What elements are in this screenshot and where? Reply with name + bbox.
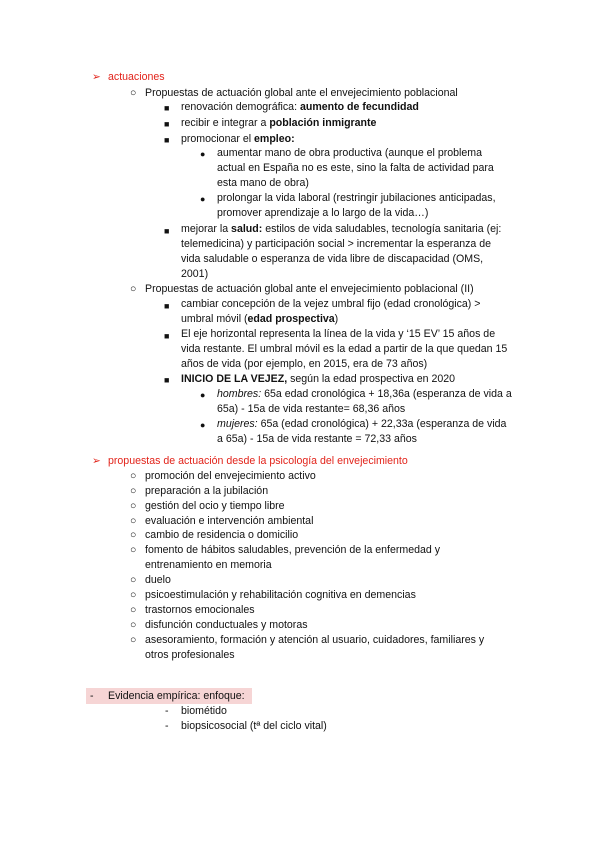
list-item: gestión del ocio y tiempo libre [145, 500, 285, 512]
list-item: disfunción conductuales y motoras [145, 619, 308, 631]
item-salud-line4: 2001) [181, 268, 209, 280]
circle-bullet-icon: ○ [130, 529, 137, 541]
item-eje-line3: años de vida (por ejemplo, en 2015, era de 73 años) [181, 358, 428, 370]
circle-bullet-icon: ○ [130, 634, 137, 646]
list-item: evaluación e intervención ambiental [145, 515, 314, 527]
list-item: promoción del envejecimiento activo [145, 470, 316, 482]
item-umbral-line2: umbral móvil (edad prospectiva) [181, 313, 339, 325]
arrow-bullet-icon: ➢ [92, 71, 101, 83]
dot-bullet-icon: ● [200, 149, 206, 159]
square-bullet-icon: ■ [164, 301, 170, 311]
circle-bullet-icon: ○ [130, 619, 137, 631]
square-bullet-icon: ■ [164, 226, 170, 236]
item-salud-line3: vida saludable o esperanza de vida libre de discapacidad (OMS, [181, 253, 484, 265]
mujeres-line1: mujeres: 65a (edad cronológica) + 22,33a (esperanza de vida [217, 418, 507, 430]
circle-bullet-icon: ○ [130, 544, 137, 556]
list-item: trastornos emocionales [145, 604, 255, 616]
square-bullet-icon: ■ [164, 135, 170, 145]
item-renovacion: renovación demográfica: aumento de fecundidad [181, 101, 419, 113]
item-inmigrante: recibir e integrar a población inmigrante [181, 117, 377, 129]
mujeres-line2: a 65a) - 15a de vida restante = 72,33 años [217, 433, 417, 445]
dash-bullet-icon: - [90, 690, 94, 702]
empleo-point-1-line3: esta mano de obra) [217, 177, 309, 189]
section-heading-actuaciones: actuaciones [108, 71, 165, 83]
list-item: asesoramiento, formación y atención al usuario, cuidadores, familiares y [145, 634, 485, 646]
list-item-continuation: otros profesionales [145, 649, 235, 661]
circle-bullet-icon: ○ [130, 604, 137, 616]
section-heading-evidencia: Evidencia empírica: enfoque: [108, 690, 245, 702]
list-item: duelo [145, 574, 171, 586]
dot-bullet-icon: ● [200, 390, 206, 400]
circle-bullet-icon: ○ [130, 470, 137, 482]
hombres-line1: hombres: 65a edad cronológica + 18,36a (esperanza de vida a [217, 388, 512, 400]
list-item: biométido [181, 705, 227, 717]
circle-bullet-icon: ○ [130, 500, 137, 512]
circle-bullet-icon: ○ [130, 589, 137, 601]
list-item: biopsicosocial (tª del ciclo vital) [181, 720, 327, 732]
hombres-line2: 65a) - 15a de vida restante= 68,36 años [217, 403, 406, 415]
circle-bullet-icon: ○ [130, 574, 137, 586]
dot-bullet-icon: ● [200, 194, 206, 204]
subheading-propuestas-1: Propuestas de actuación global ante el envejecimiento poblacional [145, 87, 458, 99]
item-umbral-line1: cambiar concepción de la vejez umbral fijo (edad cronológica) > [181, 298, 481, 310]
circle-bullet-icon: ○ [130, 485, 137, 497]
square-bullet-icon: ■ [164, 331, 170, 341]
list-item: psicoestimulación y rehabilitación cognitiva en demencias [145, 589, 416, 601]
subheading-propuestas-2: Propuestas de actuación global ante el envejecimiento poblacional (II) [145, 283, 474, 295]
list-item: preparación a la jubilación [145, 485, 269, 497]
item-eje-line1: El eje horizontal representa la línea de la vida y ‘15 EV’ 15 años de [181, 328, 496, 340]
dash-bullet-icon: - [165, 720, 169, 732]
empleo-point-2-line2: promover aprendizaje a lo largo de la vida…) [217, 207, 429, 219]
empleo-point-1-line1: aumentar mano de obra productiva (aunque el problema [217, 147, 483, 159]
circle-bullet-icon: ○ [130, 283, 137, 295]
dot-bullet-icon: ● [200, 420, 206, 430]
item-empleo: promocionar el empleo: [181, 133, 295, 145]
item-salud-line1: mejorar la salud: estilos de vida saludables, tecnología sanitaria (ej: [181, 223, 502, 235]
circle-bullet-icon: ○ [130, 515, 137, 527]
item-eje-line2: vida restante. El umbral móvil es la edad a partir de la que quedan 15 [181, 343, 508, 355]
square-bullet-icon: ■ [164, 103, 170, 113]
circle-bullet-icon: ○ [130, 87, 137, 99]
empleo-point-2-line1: prolongar la vida laboral (restringir jubilaciones anticipadas, [217, 192, 496, 204]
dash-bullet-icon: - [165, 705, 169, 717]
arrow-bullet-icon: ➢ [92, 455, 101, 467]
empleo-point-1-line2: actual en España no es este, sino la falta de actividad para [217, 162, 494, 174]
list-item-continuation: entrenamiento en memoria [145, 559, 272, 571]
list-item: cambio de residencia o domicilio [145, 529, 299, 541]
square-bullet-icon: ■ [164, 375, 170, 385]
square-bullet-icon: ■ [164, 119, 170, 129]
item-inicio-vejez: INICIO DE LA VEJEZ, según la edad prospectiva en 2020 [181, 373, 456, 385]
list-item: fomento de hábitos saludables, prevención de la enfermedad y [145, 544, 441, 556]
item-salud-line2: telemedicina) y participación social > incrementar la esperanza de [181, 238, 492, 250]
section-heading-psicologia: propuestas de actuación desde la psicología del envejecimiento [108, 455, 408, 467]
